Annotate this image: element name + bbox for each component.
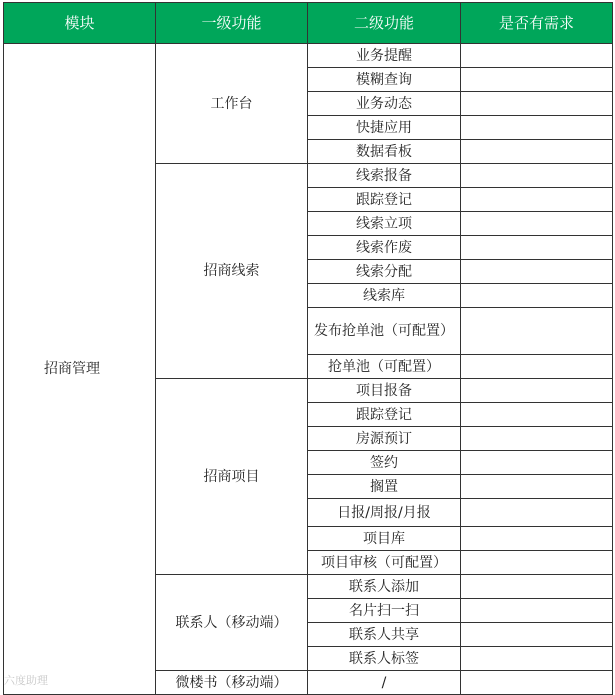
- level2-cell: 数据看板: [308, 140, 461, 164]
- level1-cell: 招商项目: [156, 379, 308, 575]
- need-cell[interactable]: [461, 188, 613, 212]
- level2-cell: 跟踪登记: [308, 188, 461, 212]
- table-row: [4, 44, 613, 68]
- need-cell[interactable]: [461, 575, 613, 599]
- need-cell[interactable]: [461, 527, 613, 551]
- level2-cell: 发布抢单池（可配置）: [308, 308, 461, 355]
- level2-cell: 联系人添加: [308, 575, 461, 599]
- level2-cell: 线索分配: [308, 260, 461, 284]
- level2-cell: 联系人标签: [308, 647, 461, 671]
- header-need: 是否有需求: [461, 3, 613, 44]
- requirements-table: [3, 2, 613, 695]
- level2-cell: 搁置: [308, 475, 461, 499]
- need-cell[interactable]: [461, 355, 613, 379]
- level1-cell: 招商线索: [156, 164, 308, 379]
- need-cell[interactable]: [461, 475, 613, 499]
- need-cell[interactable]: [461, 551, 613, 575]
- need-cell[interactable]: [461, 284, 613, 308]
- need-cell[interactable]: [461, 499, 613, 527]
- need-cell[interactable]: [461, 116, 613, 140]
- need-cell[interactable]: [461, 427, 613, 451]
- level1-cell: 工作台: [156, 44, 308, 164]
- level2-cell: 线索报备: [308, 164, 461, 188]
- need-cell[interactable]: [461, 379, 613, 403]
- need-cell[interactable]: [461, 671, 613, 695]
- need-cell[interactable]: [461, 68, 613, 92]
- module-cell: 招商管理: [4, 44, 156, 695]
- need-cell[interactable]: [461, 647, 613, 671]
- level2-cell: 线索作废: [308, 236, 461, 260]
- header-level1: 一级功能: [156, 3, 308, 44]
- level2-cell: 快捷应用: [308, 116, 461, 140]
- need-cell[interactable]: [461, 236, 613, 260]
- level2-cell: 业务提醒: [308, 44, 461, 68]
- need-cell[interactable]: [461, 623, 613, 647]
- level1-cell: 联系人（移动端）: [156, 575, 308, 671]
- level2-cell: 模糊查询: [308, 68, 461, 92]
- need-cell[interactable]: [461, 403, 613, 427]
- need-cell[interactable]: [461, 451, 613, 475]
- header-module: 模块: [4, 3, 156, 44]
- need-cell[interactable]: [461, 260, 613, 284]
- level2-cell: 线索立项: [308, 212, 461, 236]
- level2-cell: 项目报备: [308, 379, 461, 403]
- need-cell[interactable]: [461, 44, 613, 68]
- level1-cell: 微楼书（移动端）: [156, 671, 308, 695]
- need-cell[interactable]: [461, 140, 613, 164]
- need-cell[interactable]: [461, 164, 613, 188]
- level2-cell: 签约: [308, 451, 461, 475]
- need-cell[interactable]: [461, 308, 613, 355]
- level2-cell: 业务动态: [308, 92, 461, 116]
- level2-cell: 名片扫一扫: [308, 599, 461, 623]
- level2-cell: 联系人共享: [308, 623, 461, 647]
- level2-cell: 项目库: [308, 527, 461, 551]
- table-header-row: [4, 3, 613, 44]
- need-cell[interactable]: [461, 92, 613, 116]
- level2-cell: 房源预订: [308, 427, 461, 451]
- level2-cell: 抢单池（可配置）: [308, 355, 461, 379]
- watermark-text: 六度助理: [4, 674, 48, 687]
- level2-cell: 跟踪登记: [308, 403, 461, 427]
- level2-cell: /: [308, 671, 461, 695]
- need-cell[interactable]: [461, 212, 613, 236]
- level2-cell: 线索库: [308, 284, 461, 308]
- need-cell[interactable]: [461, 599, 613, 623]
- level2-cell: 日报/周报/月报: [308, 499, 461, 527]
- level2-cell: 项目审核（可配置）: [308, 551, 461, 575]
- header-level2: 二级功能: [308, 3, 461, 44]
